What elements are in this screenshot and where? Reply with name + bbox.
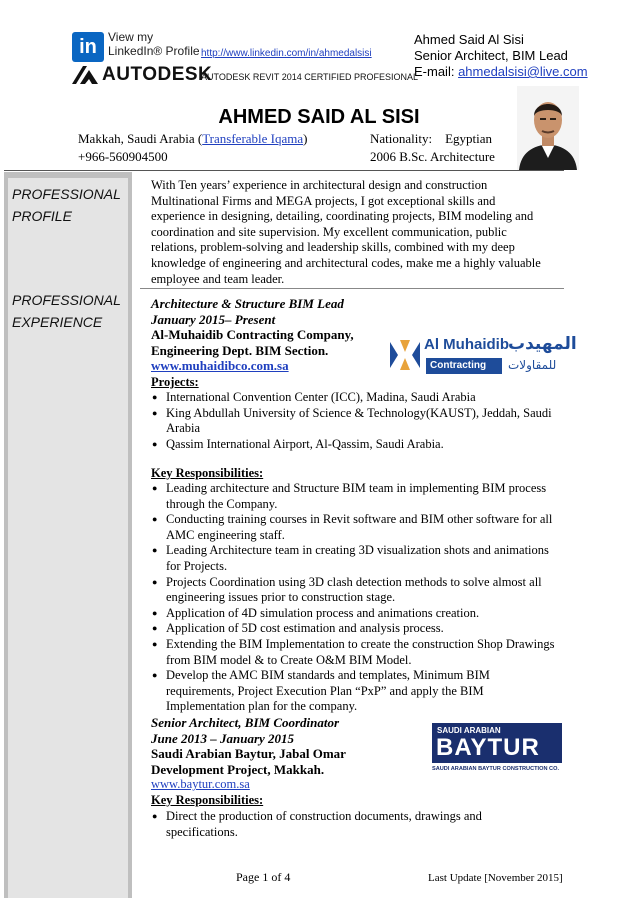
list-item: ● International Convention Center (ICC), Madina, Saudi Arabia — [151, 390, 559, 406]
autodesk-wordmark: AUTODESK — [102, 64, 213, 85]
autodesk-logo-icon — [72, 66, 98, 84]
education: 2006 B.Sc. Architecture — [370, 149, 495, 164]
linkedin-logo-icon[interactable]: in — [72, 32, 104, 62]
info-left — [78, 130, 308, 166]
contact-block — [414, 32, 588, 80]
job1-company-line2: Engineering Dept. BIM Section. — [151, 342, 329, 358]
location-text: Makkah, Saudi Arabia ( — [78, 131, 203, 146]
profile-paragraph: With Ten years’ experience in architectural design and construction Multinational Firms and MEGA projects, I got exceptional skills and experience in designing, detailing, coordinating projects, BIM modeling and coordination and site supervision. My excellent communication, public relations, problem-solving and leadership skills, combined with my deep knowledge of engineering and architectural codes, make me a highly valuable employee and team leader. — [151, 178, 541, 286]
job2-company-line2: Development Project, Makkah. — [151, 761, 325, 777]
muhaidib-logo-ar: المهيدب — [508, 334, 577, 354]
list-item: ● Application of 5D cost estimation and analysis process. — [151, 621, 561, 637]
profile-label-line1: PROFESSIONAL — [12, 186, 121, 202]
baytur-logo-bottom: SAUDI ARABIAN BAYTUR CONSTRUCTION CO. — [432, 766, 560, 772]
section-divider — [140, 288, 564, 289]
muhaidib-logo — [386, 332, 577, 384]
job2-resp-heading: Key Responsibilities: — [151, 792, 264, 807]
job2-website-link[interactable]: www.baytur.com.sa — [151, 777, 250, 792]
list-item: ● Projects Coordination using 3D clash detection methods to solve almost all engineering issues prior to construction stage. — [151, 575, 561, 606]
list-item: ● Leading Architecture team in creating 3D visualization shots and animations for Projects. — [151, 543, 561, 574]
profile-label-line2: PROFILE — [12, 208, 72, 224]
contact-title: Senior Architect, BIM Lead — [414, 48, 568, 63]
last-update: Last Update [November 2015] — [428, 872, 563, 884]
contact-name: Ahmed Said Al Sisi — [414, 32, 524, 47]
experience-label-line1: PROFESSIONAL — [12, 292, 121, 308]
info-right — [370, 130, 495, 166]
contact-email-line — [414, 64, 588, 80]
list-item: ● Develop the AMC BIM standards and templates, Minimum BIM requirements, Project Execution Plan “PxP” and apply the BIM Implementation plan for the company. — [151, 668, 561, 715]
iqama-link[interactable]: Transferable Iqama — [202, 131, 304, 146]
job1-period: January 2015– Present — [151, 311, 276, 327]
baytur-logo-main: BAYTUR — [436, 734, 540, 761]
job1-company-line1: Al-Muhaidib Contracting Company, — [151, 327, 354, 343]
list-item: ● King Abdullah University of Science & Technology(KAUST), Jeddah, Saudi Arabia — [151, 406, 559, 437]
list-item: ● Extending the BIM Implementation to create the construction Shop Drawings from BIM model & to Create O&M BIM Model. — [151, 637, 561, 668]
job2-responsibilities-list — [151, 809, 511, 840]
section-label-profile — [12, 183, 121, 227]
linkedin-caption[interactable] — [108, 30, 200, 58]
list-item: ● Leading architecture and Structure BIM team in implementing BIM process through the Company. — [151, 481, 561, 512]
muhaidib-logo-ar2: للمقاولات — [508, 358, 557, 372]
list-item: ● Qassim International Airport, Al-Qassim, Saudi Arabia. — [151, 437, 559, 453]
nationality: Nationality: Egyptian — [370, 131, 493, 146]
job1-resp-heading: Key Responsibilities: — [151, 466, 264, 480]
candidate-name: AHMED SAID AL SISI — [218, 106, 420, 128]
job2-company-line1: Saudi Arabian Baytur, Jabal Omar — [151, 746, 346, 762]
job1-responsibilities-list — [151, 481, 561, 715]
job1-website-link[interactable]: www.muhaidibco.com.sa — [151, 358, 289, 374]
list-item: ● Conducting training courses in Revit software and BIM other software for all AMC engineering staff. — [151, 512, 561, 543]
sidebar — [4, 172, 132, 898]
job2-period: June 2013 – January 2015 — [151, 730, 295, 746]
linkedin-caption-line1: View my — [108, 30, 154, 44]
linkedin-caption-line2: LinkedIn® Profile — [108, 44, 200, 58]
location-suffix: ) — [303, 131, 308, 146]
header-divider — [4, 170, 564, 171]
email-label: E-mail: — [414, 64, 459, 79]
page-number: Page 1 of 4 — [236, 870, 291, 884]
job1-projects-list — [151, 390, 559, 452]
muhaidib-logo-en2: Contracting — [426, 358, 502, 374]
phone: +966-560904500 — [78, 149, 168, 164]
baytur-logo-top: SAUDI ARABIAN — [437, 726, 501, 735]
muhaidib-logo-en: Al Muhaidib — [424, 336, 509, 353]
list-item: ● Direct the production of construction documents, drawings and specifications. — [151, 809, 511, 840]
job2-header — [151, 715, 431, 809]
email-link[interactable]: ahmedalsisi@live.com — [458, 64, 588, 79]
linkedin-url-link[interactable]: http://www.linkedin.com/in/ahmedalsisi — [201, 48, 372, 59]
list-item: ● Application of 4D simulation process and animations creation. — [151, 606, 561, 622]
job1-role: Architecture & Structure BIM Lead — [151, 296, 344, 311]
job1-header — [151, 296, 381, 391]
baytur-logo — [432, 723, 562, 777]
job2-role: Senior Architect, BIM Coordinator — [151, 715, 340, 730]
experience-label-line2: EXPERIENCE — [12, 314, 103, 330]
job1-projects-heading: Projects: — [151, 374, 199, 389]
certification-text: AUTODESK REVIT 2014 CERTIFIED PROFESIONAL — [201, 72, 419, 82]
section-label-experience — [12, 289, 121, 333]
location-line — [78, 130, 308, 148]
muhaidib-emblem-icon — [388, 338, 422, 372]
